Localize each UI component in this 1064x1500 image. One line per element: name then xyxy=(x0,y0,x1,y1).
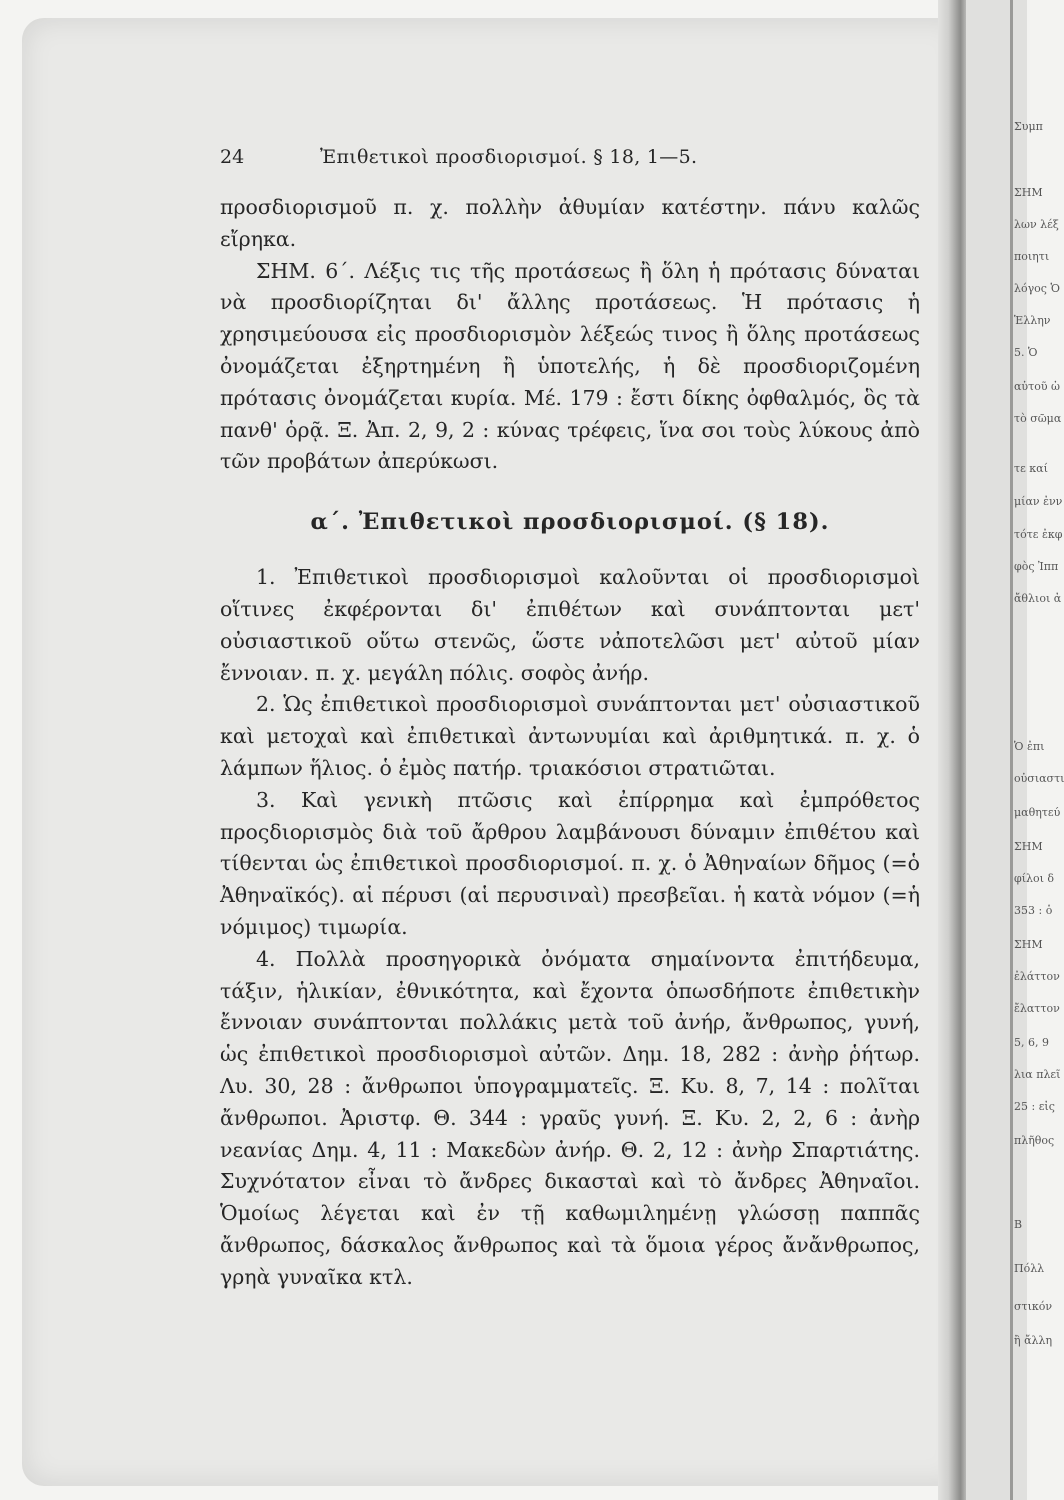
fragment: τὸ σῶμα xyxy=(1014,412,1062,425)
fragment: οὐσιαστι xyxy=(1014,772,1064,785)
fragment: αὐτοῦ ὡ xyxy=(1014,380,1060,393)
fragment: Β xyxy=(1014,1218,1023,1231)
fragment: ἄθλιοι ἀ xyxy=(1014,592,1062,605)
fragment: ΣΗΜ xyxy=(1014,186,1043,199)
fragment: ποιητι xyxy=(1014,250,1050,263)
fragment: Συμπ xyxy=(1014,120,1043,133)
fragment: λια πλεῖ xyxy=(1014,1068,1061,1081)
fragment: 25 : εἰς xyxy=(1014,1100,1055,1113)
fragment: Ὁ ἐπι xyxy=(1014,740,1045,753)
page-header xyxy=(220,146,920,176)
book-gutter xyxy=(938,0,968,1500)
fragment: 5. Ὁ xyxy=(1014,346,1038,359)
fragment: μαθητεύ xyxy=(1014,806,1061,819)
fragment: ΣΗΜ xyxy=(1014,840,1043,853)
paragraph-1: 1. Ἐπιθετικοὶ προσδιορισμοὶ καλοῦνται οἱ προσδιορισμοὶ οἵτινες ἐκφέρονται δι' ἐπιθέτων καὶ συνάπτονται μετ' οὐσιαστικοῦ οὕτω στενῶς, ὥστε νἀποτελῶσι μετ' αὐτοῦ μίαν ἔννοιαν. π. χ. μεγάλη πόλις. σοφὸς ἀνήρ. xyxy=(220,565,920,685)
fragment: ΣΗΜ xyxy=(1014,938,1043,951)
fragment: φίλοι δ xyxy=(1014,872,1055,885)
fragment: πλῆθος xyxy=(1014,1134,1055,1147)
page-number: 24 xyxy=(220,146,245,168)
section-title: α΄. Ἐπιθετικοὶ προσδιορισμοί. (§ 18). xyxy=(310,509,830,536)
fragment: 5, 6, 9 xyxy=(1014,1036,1049,1049)
paragraph-2: 2. Ὡς ἐπιθετικοὶ προσδιορισμοὶ συνάπτονται μετ' οὐσιαστικοῦ καὶ μετοχαὶ καὶ ἐπιθετικαὶ ἀντωνυμίαι καὶ ἀριθμητικά. π. χ. ὁ λάμπων ἥλιος. ὁ ἐμὸς πατήρ. τριακόσιοι στρατιῶται. xyxy=(220,692,920,780)
fragment: φὸς Ἰππ xyxy=(1014,560,1059,573)
fragment: Ἑλλην xyxy=(1014,314,1051,327)
fragment: λόγος Ὁ xyxy=(1014,282,1060,295)
note-paragraph: ΣΗΜ. 6΄. Λέξις τις τῆς προτάσεως ἢ ὅλη ἡ πρότασις δύναται νὰ προσδιορίζηται δι' ἄλλης προτάσεως. Ἡ πρότασις ἡ χρησιμεύουσα εἰς προσδιορισμὸν λέξεώς τινος ἢ ὅλης προτάσεως ὀνομάζεται ἐξηρτημένη ἢ ὑποτελής, ἡ δὲ προσδιοριζομένη πρότασις ὀνομάζεται κυρία. Μέ. 179 : ἔστι δίκης ὀφθαλμός, ὃς τὰ πανθ' ὁρᾷ. Ξ. Ἀπ. 2, 9, 2 : κύνας τρέφεις, ἵνα σοι τοὺς λύκους ἀπὸ τῶν προβάτων ἀπερύκωσι. xyxy=(220,258,920,474)
fragment: τότε ἐκφ xyxy=(1014,528,1063,541)
paragraph-4: 4. Πολλὰ προσηγορικὰ ὀνόματα σημαίνοντα ἐπιτήδευμα, τάξιν, ἡλικίαν, ἐθνικότητα, καὶ ἔχοντα ὁπωσδήποτε ἐπιθετικὴν ἔννοιαν συνάπτονται πολλάκις μετὰ τοῦ ἀνήρ, ἄνθρωπος, γυνή, ὡς ἐπιθετικοὶ προσδιορισμοὶ αὐτῶν. Δημ. 18, 282 : ἀνὴρ ῥήτωρ. Λυ. 30, 28 : ἄνθρωποι ὑπογραμματεῖς. Ξ. Κυ. 8, 7, 14 : πολῖται ἄνθρωποι. Ἀριστφ. Θ. 344 : γραῦς γυνή. Ξ. Κυ. 2, 2, 6 : ἀνὴρ νεανίας Δημ. 4, 11 : Μακεδὼν ἀνήρ. Θ. 2, 12 : ἀνὴρ Σπαρτιάτης. Συχνότατον εἶναι τὸ ἄνδρες δικασταὶ καὶ τὸ ἄνδρες Ἀθηναῖοι. Ὁμοίως λέγεται καὶ ἐν τῇ καθωμιλημένῃ γλώσσῃ παππᾶς ἄνθρωπος, δάσκαλος ἄνθρωπος καὶ τὰ ὅμοια γέρος ἄνἄνθρωπος, γρηὰ γυναῖκα κτλ. xyxy=(220,946,920,1289)
page-content xyxy=(220,192,920,1294)
intro-paragraph: προσδιορισμοῦ π. χ. πολλὴν ἀθυμίαν κατέστην. πάνυ καλῶς εἴρηκα. xyxy=(220,195,920,251)
paragraph-3: 3. Καὶ γενικὴ πτῶσις καὶ ἐπίρρημα καὶ ἐμπρόθετος προςδιορισμὸς διὰ τοῦ ἄρθρου λαμβάνουσι δύναμιν ἐπιθέτου καὶ τίθενται ὡς ἐπιθετικοὶ προσδιορισμοί. π. χ. ὁ Ἀθηναίων δῆμος (=ὁ Ἀθηναϊκός). αἱ πέρυσι (αἱ περυσιναὶ) πρεσβεῖαι. ἡ κατὰ νόμον (=ἡ νόμιμος) τιμωρία. xyxy=(220,787,920,939)
fragment: Πόλλ xyxy=(1014,1262,1045,1275)
fragment: ἐλάττον xyxy=(1014,970,1060,983)
running-head: Ἐπιθετικοὶ προσδιορισμοί. § 18, 1—5. xyxy=(320,146,698,168)
fragment: ἔλαττον xyxy=(1014,1002,1060,1015)
fragment: 353 : ὁ xyxy=(1014,904,1053,917)
fragment: λων λέξ xyxy=(1014,218,1059,231)
fragment: μίαν ἐνν xyxy=(1014,495,1063,508)
fragment: ἢ ἄλλη xyxy=(1014,1334,1053,1347)
fragment: τε καί xyxy=(1014,462,1048,475)
page-edge xyxy=(1010,0,1013,1500)
fragment: στικόν xyxy=(1014,1300,1053,1313)
